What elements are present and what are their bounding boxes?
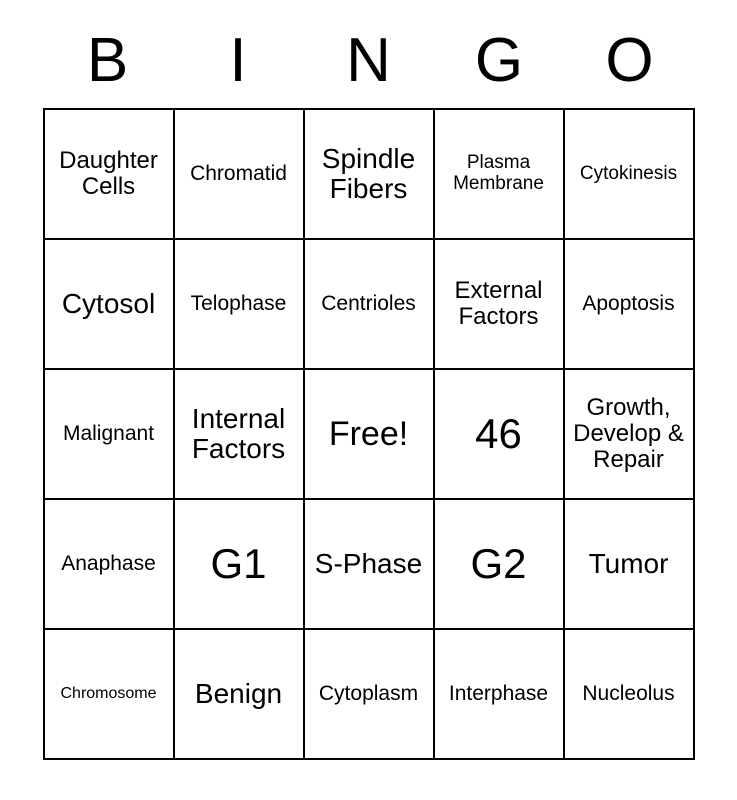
bingo-cell[interactable] (174, 239, 304, 369)
bingo-cell-label: Anaphase (61, 551, 156, 575)
bingo-header (43, 26, 695, 96)
bingo-cell[interactable] (44, 239, 174, 369)
bingo-cell-label: Spindle Fibers (321, 142, 416, 204)
bingo-cell[interactable] (44, 629, 174, 759)
bingo-cell[interactable] (174, 369, 304, 499)
bingo-cell-label: Growth, Develop & Repair (573, 394, 684, 473)
bingo-cell-label: Chromatid (190, 161, 287, 185)
bingo-row (44, 239, 694, 369)
header-letter-b: B (86, 26, 129, 95)
bingo-cell[interactable] (304, 629, 434, 759)
bingo-cell-label: Interphase (448, 681, 549, 705)
bingo-cell-label: Tumor (588, 547, 669, 579)
bingo-cell-label: S-Phase (314, 547, 423, 579)
bingo-cell-label: G1 (210, 540, 267, 588)
bingo-grid (43, 108, 695, 760)
bingo-cell[interactable] (564, 499, 694, 629)
bingo-cell[interactable] (174, 109, 304, 239)
header-letter-g: G (474, 26, 524, 95)
bingo-cell-label: Telophase (190, 291, 287, 315)
bingo-cell[interactable] (434, 629, 564, 759)
bingo-cell-label: Chromosome (60, 685, 157, 703)
bingo-cell-label: Daughter Cells (59, 147, 158, 200)
bingo-cell-label: Nucleolus (582, 681, 675, 705)
bingo-cell-label: Centrioles (321, 291, 416, 315)
bingo-row (44, 629, 694, 759)
bingo-cell[interactable] (434, 239, 564, 369)
bingo-row (44, 369, 694, 499)
bingo-cell[interactable] (434, 109, 564, 239)
bingo-cell-label: Internal Factors (191, 402, 286, 464)
bingo-cell[interactable] (564, 109, 694, 239)
bingo-cell-label: 46 (475, 410, 522, 458)
header-letter-o: O (605, 26, 654, 95)
bingo-row (44, 499, 694, 629)
bingo-cell-label: Cytosol (61, 287, 156, 319)
bingo-cell[interactable] (434, 499, 564, 629)
bingo-cell-label: External Factors (454, 277, 543, 330)
bingo-cell-label: Cytoplasm (318, 681, 419, 705)
bingo-cell[interactable] (304, 499, 434, 629)
bingo-cell[interactable] (174, 499, 304, 629)
bingo-cell[interactable] (304, 109, 434, 239)
bingo-cell-label: Cytokinesis (579, 162, 678, 184)
bingo-cell[interactable] (174, 629, 304, 759)
bingo-cell[interactable] (434, 369, 564, 499)
bingo-cell-label: Plasma Membrane (453, 152, 544, 194)
bingo-cell-label: Apoptosis (582, 291, 675, 315)
bingo-cell-label: Free! (328, 414, 409, 453)
bingo-cell-free[interactable] (304, 369, 434, 499)
bingo-cell-label: Malignant (62, 421, 155, 445)
bingo-cell[interactable] (564, 629, 694, 759)
bingo-cell[interactable] (564, 369, 694, 499)
bingo-cell-label: G2 (470, 540, 527, 588)
bingo-row (44, 109, 694, 239)
bingo-cell[interactable] (44, 109, 174, 239)
bingo-cell[interactable] (44, 369, 174, 499)
bingo-cell[interactable] (564, 239, 694, 369)
header-letter-i: I (229, 26, 247, 95)
bingo-cell-label: Benign (194, 677, 283, 709)
header-letter-n: N (346, 26, 391, 95)
bingo-cell[interactable] (44, 499, 174, 629)
bingo-cell[interactable] (304, 239, 434, 369)
